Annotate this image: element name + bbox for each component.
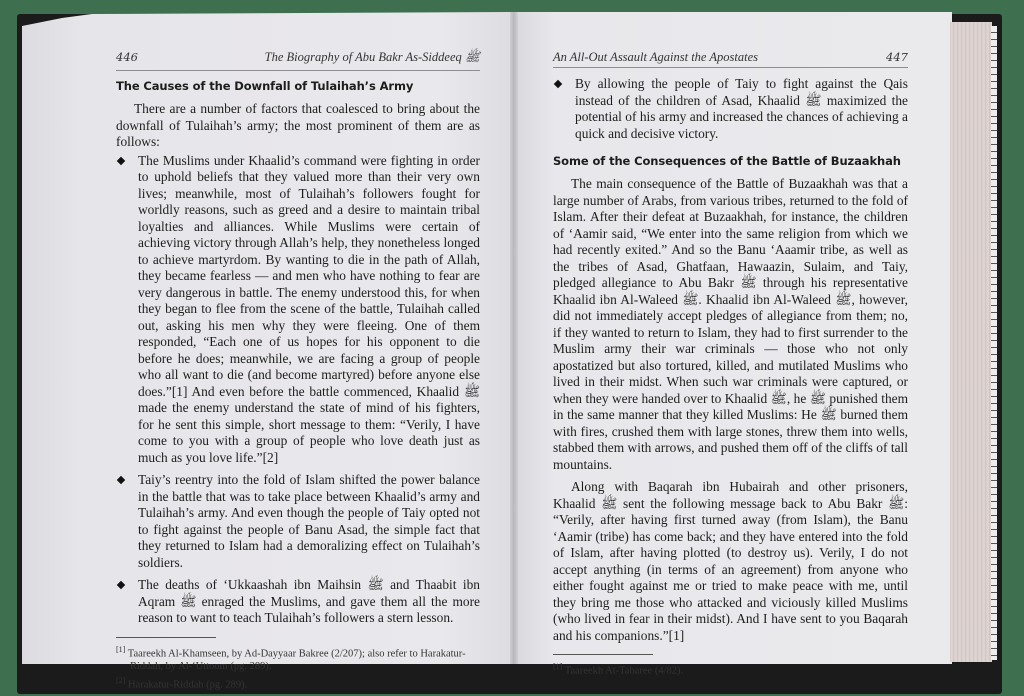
running-title: An All-Out Assault Against the Apostates — [553, 50, 758, 64]
footnote: [2] Harakatur-Riddah (pg. 289). — [116, 676, 248, 691]
book-gutter — [510, 12, 518, 664]
page-number: 446 — [116, 50, 138, 64]
running-title: The Biography of Abu Bakr As-Siddeeq ﷺ — [264, 50, 480, 64]
right-running-head — [553, 50, 908, 68]
footnote: [1] Taareekh Al-Khamseen, by Ad-Dayyaar Bakree (2/207); also refer to Harakatur-Riddah, by Al-‘Uttoom (pg. 289). — [116, 644, 466, 672]
footnote-divider — [553, 654, 653, 655]
body-paragraph: Along with Baqarah ibn Hubairah and other prisoners, Khaalid ﷺ sent the following message back to Abu Bakr ﷺ: “Verily, after having first turned away (from Islam), the Banu ‘Aamir (tribe) has come back; and they have entered into the fold of Islam, after having plotted (to destroy us). Verily, I do not accept anything (in terms of an agreement) from anyone who either fought against me or tried to make peace with me, until they bring me those who attacked and viciously killed Muslims (who lived in fear in their midst). And I have sent to you Baqarah and his companions.”[1] — [553, 479, 908, 643]
bullet-item: The deaths of ‘Ukkaashah ibn Maihsin ﷺ and Thaabit ibn Aqram ﷺ enraged the Muslims, and gave them all the more reason to want to teach Tulaihah’s followers a stern lesson. — [116, 577, 480, 627]
footnote-divider — [116, 637, 216, 638]
right-page-content — [553, 50, 908, 680]
intro-paragraph: There are a number of factors that coalesced to bring about the downfall of Tulaihah’s army; the most prominent of them are as follows: — [116, 101, 480, 149]
footnote: [1] Taareekh At-Tabaree (4/82). — [553, 662, 684, 677]
section-heading: Some of the Consequences of the Battle of Buzaakhah — [553, 154, 901, 168]
bullet-item: By allowing the people of Taiy to fight against the Qais instead of the children of Asad, Khaalid ﷺ maximized the potential of his army and increased the chances of achieving a quick and decisive victory. — [553, 76, 908, 142]
page-number: 447 — [886, 50, 908, 64]
left-page-content — [116, 50, 480, 694]
bullet-diamond-icon — [117, 581, 125, 589]
bullet-item: Taiy’s reentry into the fold of Islam shifted the power balance in the battle that was to take place between Khaalid’s army and Tulaihah’s army. And even though the people of Taiy opted not to fight against the people of Banu Asad, the simple fact that they returned to Islam had a demoralizing effect on Tulaihah’s soldiers. — [116, 472, 480, 571]
bullet-diamond-icon — [117, 156, 125, 164]
section-heading: The Causes of the Downfall of Tulaihah’s Army — [116, 79, 414, 93]
body-paragraph: The main consequence of the Battle of Buzaakhah was that a large number of Arabs, from various tribes, returned to the fold of Islam. After their defeat at Buzaakhah, for instance, the children of ‘Aamir said, “We enter into the same religion from which we had recently exited.” And so the Banu ‘Aaamir tribe, as well as the tribes of Asad, Ghatfaan, Hawaazin, Sulaim, and Taiy, pledged allegiance to Abu Bakr ﷺ through his representative Khaalid ibn Al-Waleed ﷺ. Khaalid ibn Al-Waleed ﷺ, however, did not immediately accept pledges of allegiance from them; no, if they wanted to return to Islam, they had to first surrender to the Muslim army their war criminals — those who not only apostatized but also tortured, killed, and mutilated Muslims who lived in their midst. When such war criminals were captured, or when they were handed over to Khaalid ﷺ, he ﷺ punished them in the same manner that they killed Muslims: He ﷺ burned them with fires, crushed them with large stones, threw them into wells, stabbed them with arrows, and pushed them off of the cliffs of tall mountains. — [553, 176, 909, 472]
left-running-head — [116, 50, 480, 71]
bullet-diamond-icon — [554, 80, 562, 88]
page-fore-edge — [950, 22, 992, 662]
bullet-diamond-icon — [117, 476, 125, 484]
bullet-item: The Muslims under Khaalid’s command were fighting in order to uphold beliefs that they valued more than their very own lives; meanwhile, most of Tulaihah’s followers fought for worldly reasons, such as greed and a desire to maintain tribal loyalties and alliances. While Muslims were certain of achieving victory through Allah’s help, they nonetheless longed to achieve martyrdom. By wanting to die in the path of Allah, they became fearless — and men who have nothing to fear are very dangerous in battle. The enemy understood this, for when they began to flee from the scene of the battle, Tulaihah called out, asking his men why they were fleeing. One of them responded, “Each one of us hopes for his opponent to die before he does; meanwhile, we are facing a group of people who all want to die (and become martyred) before anyone else does.”[1] And even before the battle commenced, Khaalid ﷺ made the enemy understand the state of mind of his fighters, for he sent this simple, short message to them: “Verily, I have come to you with a group of people who love death just as much as you love life.”[2] — [116, 153, 480, 467]
cover-stitching — [991, 26, 997, 660]
